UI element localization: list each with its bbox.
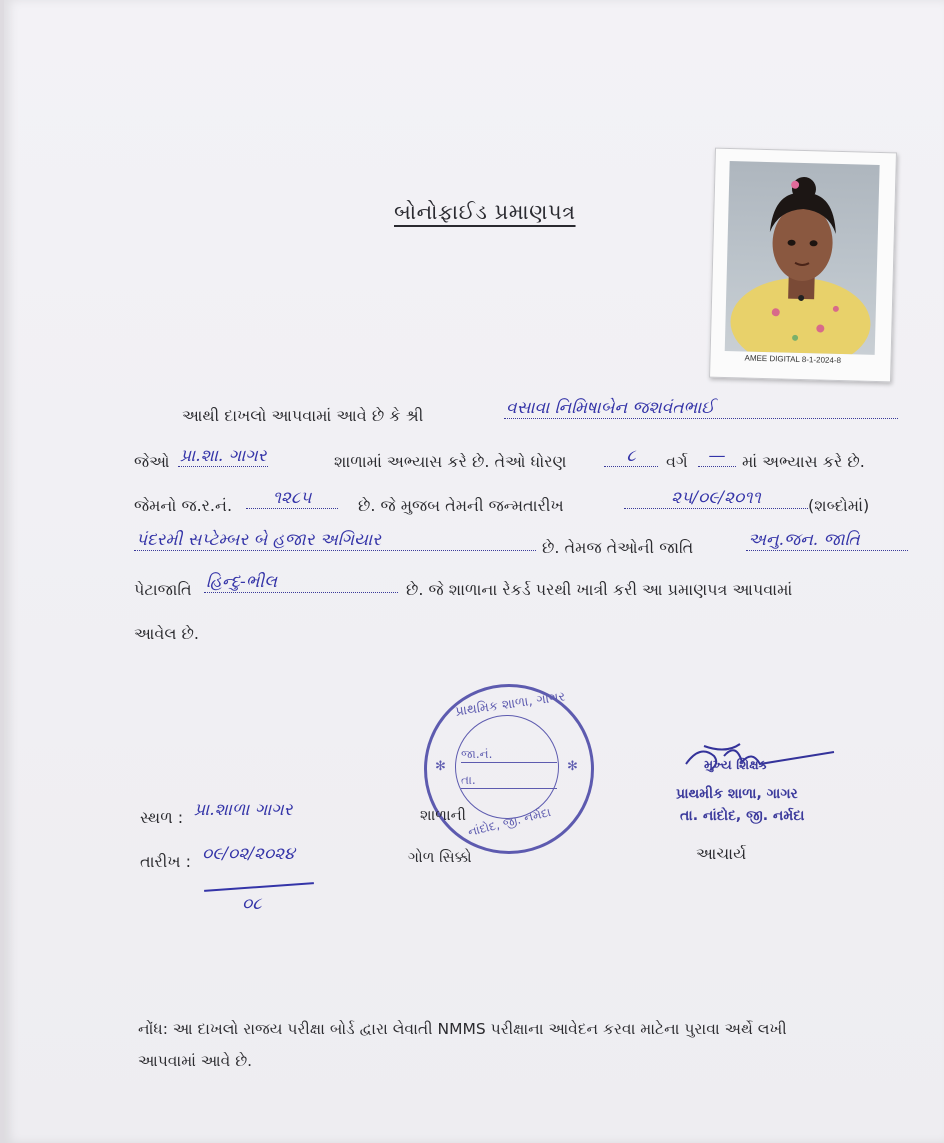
signature-title: મુખ્ય શિક્ષક [704,758,768,773]
para-l6: આવેલ છે. [134,624,199,643]
portrait-icon [725,161,880,355]
photo-image [725,161,880,355]
standard-value: ૮ [604,446,658,467]
stamp-row-1: જા.નં. [461,747,557,763]
note-line-1: નોંધ: આ દાખલો રાજય પરીક્ષા બોર્ડ દ્વારા લેવાતી NMMS પરીક્ષાના આવેદન કરવા માટેના પુરાવા અર્થે લખી [138,1020,787,1038]
para-l4-mid: છે. તેમજ તેઓની જાતિ [542,538,694,557]
signature-school: પ્રાથમીક શાળા, ગાગર [676,786,798,802]
caste-value: અનુ.જન. જાતિ [746,530,908,551]
stamp-label-2: ગોળ સિક્કો [408,848,472,866]
para-l3-suffix: (શબ્દોમાં) [808,496,870,515]
para-l2-mid2: વર્ગ [666,452,688,471]
date-of-birth: ૨૫/૦૯/૨૦૧૧ [624,488,808,509]
student-name: વસાવા નિમિષાબેન જશવંતભાઈ [504,398,898,419]
certificate-title: બોનોફાઈડ પ્રમાણપત્ર [394,200,576,224]
para-l3-prefix: જેમનો જ.ર.નં. [134,496,233,515]
place-label: સ્થળ : [140,808,184,827]
para-l5-suffix: છે. જે શાળાના રેકર્ડ પરથી ખાત્રી કરી આ પ્રમાણપત્ર આપવામાં [406,580,793,599]
signature-taluka: તા. નાંદોદ, જી. નર્મદા [680,808,805,824]
dob-in-words: પંદરમી સપ્ટેમ્બર બે હજાર અગિયાર [134,530,536,551]
para-l2-suffix: માં અભ્યાસ કરે છે. [742,452,865,471]
date-label: તારીખ : [140,852,192,871]
para-l2-mid: શાળામાં અભ્યાસ કરે છે. તેઓ ધોરણ [334,452,567,471]
stamp-inner-ring [455,715,559,819]
school-round-stamp [424,684,594,854]
principal-signature [680,734,840,780]
photo-caption: AMEE DIGITAL 8-1-2024-8 [744,353,842,366]
stamp-bottom-text: નાંદોદ, જી. નર્મદા [466,804,553,840]
school-name: પ્રા.શા. ગાગર [180,446,267,466]
stamp-star-left-icon: ✻ [435,759,446,774]
register-number: ૧૨૮૫ [246,488,338,509]
date-underline [204,882,314,892]
para-l5-prefix: પેટાજાતિ [134,580,192,599]
subcaste-value: હિન્દુ-ભીલ [204,572,398,593]
stamp-star-right-icon: ✻ [567,759,578,774]
certificate-page [4,0,944,1143]
note-line-2: આપવામાં આવે છે. [138,1052,253,1070]
student-photo [709,148,897,383]
para-l2-prefix: જેઓ [134,452,170,471]
date-value: ૦૯/૦૨/૨૦૨૪ [202,844,295,864]
stamp-row-2: તા. [461,773,557,789]
principal-role: આચાર્ય [696,844,747,863]
stamp-label-1: શાળાની [420,806,467,824]
division-value: — [698,446,736,467]
para-line-1 [182,406,423,426]
stamp-arc-text: પ્રાથમિક શાળા, ગાગર [454,689,567,720]
para-l1-prefix: આથી દાખલો આપવામાં આવે છે કે શ્રી [182,406,424,425]
place-value: પ્રા.શાળા ગાગર [194,800,293,820]
outward-number: ૦૮ [242,894,262,914]
para-l3-mid: છે. જે મુજબ તેમની જન્મતારીખ [358,496,564,515]
